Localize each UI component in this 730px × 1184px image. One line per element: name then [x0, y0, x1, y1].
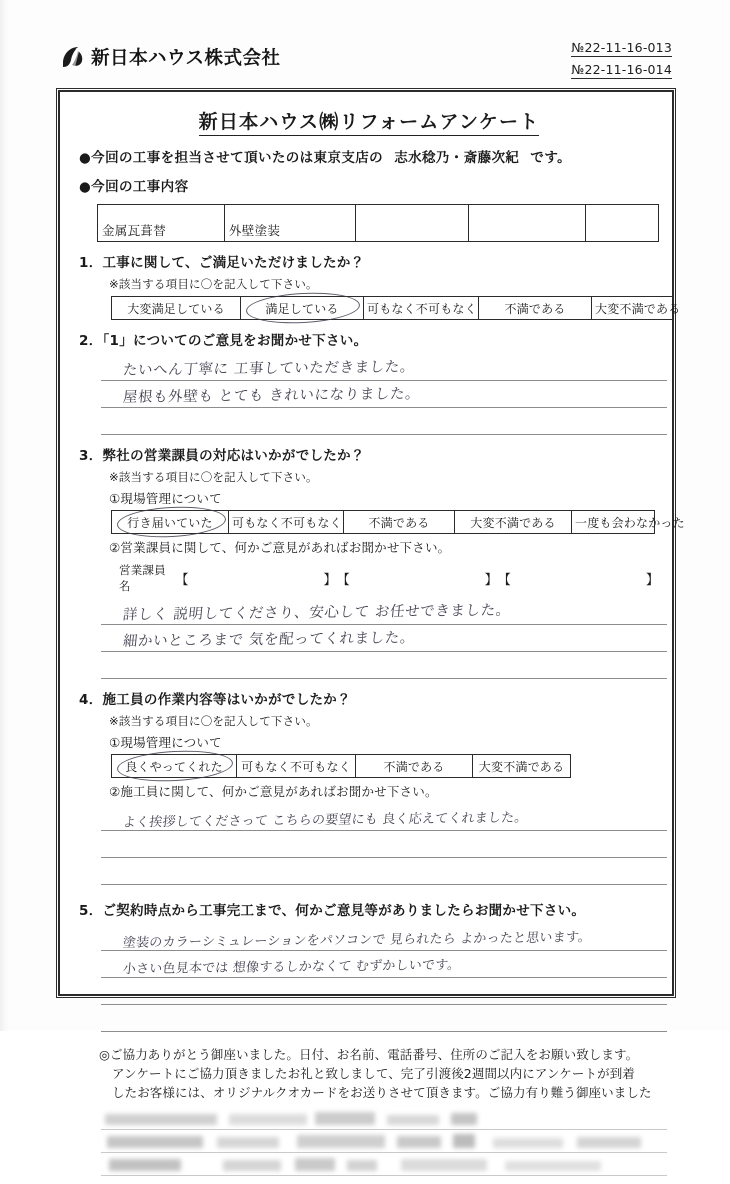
q1-option-2[interactable]: 可もなく不可もなく	[364, 297, 479, 320]
work-content-cell-3[interactable]	[356, 205, 469, 242]
question-3-options	[111, 510, 685, 534]
work-content-cell-4[interactable]	[469, 205, 586, 242]
sales-staff-name-row	[119, 562, 659, 594]
question-4-heading: 4．施工員の作業内容等はいかがでしたか？	[79, 692, 351, 708]
closing-line-1: ◎ご協力ありがとう御座いました。日付、お名前、電話番号、住所のご記入をお願い致します。	[99, 1047, 639, 1062]
question-4-note: ※該当する項目に〇を記入して下さい。	[109, 714, 318, 728]
question-4-options	[111, 754, 571, 778]
hw-line[interactable]	[101, 924, 667, 951]
question-2-answer[interactable]	[101, 354, 667, 435]
page-title	[79, 107, 659, 134]
scan-edge-shadow	[0, 0, 8, 1031]
q3-option-3[interactable]: 大変不満である	[455, 511, 572, 534]
intro-suffix: です。	[530, 150, 572, 166]
q3-option-4[interactable]: 一度も会わなかった	[572, 511, 655, 534]
bracket-close-icon: 】	[645, 572, 660, 588]
hw-line[interactable]	[101, 625, 667, 652]
hw-line[interactable]	[101, 408, 667, 435]
work-content-cell-1[interactable]: 金属瓦葺替	[98, 205, 225, 242]
q3-option-1[interactable]: 可もなく不可もなく	[229, 511, 344, 534]
bracket-open-icon: 【	[175, 572, 189, 588]
company-name: 新日本ハウス株式会社	[91, 48, 281, 69]
q4-option-1[interactable]: 可もなく不可もなく	[237, 755, 356, 778]
question-4-subheading: ①現場管理について	[109, 735, 222, 750]
question-3-heading: 3．弊社の営業課員の対応はいかがでしたか？	[79, 448, 365, 464]
q1-option-4[interactable]: 大変不満である	[592, 297, 673, 320]
q1-option-0[interactable]: 大変満足している	[112, 297, 241, 320]
q5-answer-line-1: 塗装のカラーシミュレーションをパソコンで 見られたら よかったと思います。	[122, 930, 592, 951]
table-row	[112, 297, 673, 320]
company-logo	[60, 44, 280, 70]
table-row	[112, 755, 571, 778]
question-1-options	[111, 296, 681, 320]
question-1-heading: 1．工事に関して、ご満足いただけましたか？	[79, 255, 365, 271]
q4-option-2[interactable]: 不満である	[356, 755, 473, 778]
hw-line[interactable]	[101, 858, 667, 885]
q4-answer-line-1: よく挨拶してくださって こちらの要望にも 良く応えてくれました。	[122, 810, 529, 831]
work-content-table	[97, 204, 659, 242]
question-4-subheading-2: ②施工員に関して、何かご意見があればお聞かせ下さい。	[109, 784, 438, 799]
question-5-answer[interactable]	[101, 924, 667, 1032]
q2-answer-line-2: 屋根も外壁も とても きれいになりました。	[122, 386, 421, 406]
hw-line[interactable]	[101, 381, 667, 408]
closing-line-3: したお客様には、オリジナルクオカードをお送りさせて頂きます。ご協力有り難う御座いました	[112, 1084, 652, 1100]
q1-option-1[interactable]: 満足している	[241, 297, 364, 320]
hw-line[interactable]	[101, 652, 667, 679]
q3-option-0[interactable]: 行き届いていた	[112, 511, 229, 534]
q4-option-3[interactable]: 大変不満である	[473, 755, 571, 778]
letterhead	[0, 0, 730, 90]
q3-answer-line-1: 詳しく 説明してくださり、安心して お任せできました。	[122, 602, 512, 624]
question-2-heading: 2．「1」についてのご意見をお聞かせ下さい。	[79, 333, 368, 349]
hw-line[interactable]	[101, 951, 667, 978]
question-3-note: ※該当する項目に〇を記入して下さい。	[109, 470, 318, 484]
q5-answer-line-2: 小さい色見本では 想像するしかなくて むずかしいです。	[122, 957, 462, 978]
hw-line[interactable]	[101, 831, 667, 858]
bracket-open-icon: 【	[497, 572, 512, 588]
hw-line[interactable]	[101, 598, 667, 625]
page-title-text: 新日本ハウス㈱リフォームアンケート	[199, 111, 540, 136]
table-row	[112, 511, 655, 534]
document-number-1: №22-11-16-013	[571, 40, 672, 55]
work-content-heading: ●今回の工事内容	[79, 179, 189, 195]
document-numbers	[571, 40, 672, 84]
question-3-answer[interactable]	[101, 598, 667, 679]
intro-prefix: ●今回の工事を担当させて頂いたのは東京支店の	[79, 150, 384, 166]
q3-answer-line-2: 細かいところまで 気を配ってくれました。	[122, 630, 416, 650]
table-row	[98, 205, 659, 242]
closing-note	[99, 1046, 659, 1102]
bracket-close-icon: 】	[484, 572, 498, 588]
staff-names: 志水稔乃・斎藤次紀	[394, 150, 520, 166]
question-3-subheading-2: ②営業課員に関して、何かご意見があればお聞かせ下さい。	[109, 540, 451, 555]
question-3-subheading: ①現場管理について	[109, 491, 222, 506]
hw-line[interactable]	[101, 1005, 667, 1032]
work-content-cell-5[interactable]	[586, 205, 659, 242]
form-frame	[56, 88, 685, 1100]
hw-line[interactable]	[101, 354, 667, 381]
q1-option-3[interactable]: 不満である	[479, 297, 592, 320]
question-5-heading: 5．ご契約時点から工事完工まで、何かご意見等がありましたらお聞かせ下さい。	[79, 903, 586, 919]
sales-staff-name-label: 営業課員名	[119, 563, 166, 593]
question-4-answer[interactable]	[101, 804, 667, 885]
q3-option-2[interactable]: 不満である	[344, 511, 455, 534]
company-logo-icon	[60, 45, 86, 70]
document-number-2: №22-11-16-014	[571, 62, 672, 77]
question-1-note: ※該当する項目に〇を記入して下さい。	[109, 277, 318, 291]
personal-info-redacted	[101, 1112, 667, 1184]
hw-line[interactable]	[101, 804, 667, 831]
intro-line	[79, 146, 659, 166]
bracket-close-icon: 】	[323, 572, 337, 588]
closing-line-2: アンケートにご協力頂きましたお礼と致しまして、完了引渡後2週間以内にアンケートが到着	[112, 1065, 635, 1081]
work-content-cell-2[interactable]: 外壁塗装	[225, 205, 356, 242]
q2-answer-line-1: たいへん丁寧に 工事していただきました。	[122, 359, 416, 379]
q4-option-0[interactable]: 良くやってくれた	[112, 755, 237, 778]
bracket-open-icon: 【	[336, 572, 350, 588]
hw-line[interactable]	[101, 978, 667, 1005]
